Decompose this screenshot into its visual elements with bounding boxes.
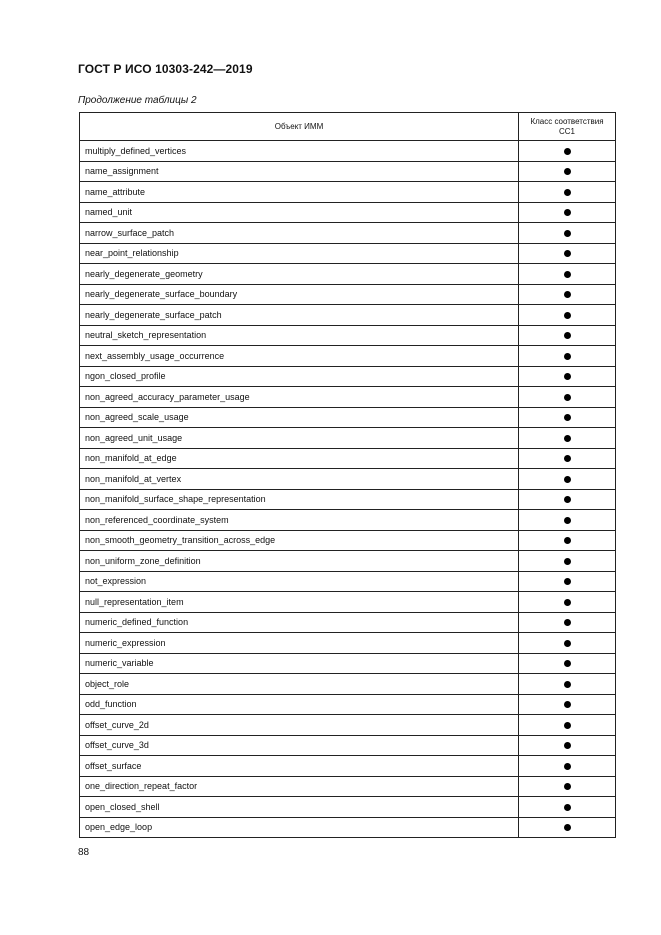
table-body	[80, 141, 616, 838]
filled-circle-icon	[564, 373, 571, 380]
table-row	[80, 551, 616, 572]
entity-name-cell: ngon_closed_profile	[80, 366, 519, 387]
table-row	[80, 387, 616, 408]
table-row	[80, 284, 616, 305]
conformance-mark-cell	[519, 633, 616, 654]
filled-circle-icon	[564, 537, 571, 544]
filled-circle-icon	[564, 640, 571, 647]
conformance-mark-cell	[519, 530, 616, 551]
entity-name-cell: non_agreed_unit_usage	[80, 428, 519, 449]
conformance-mark-cell	[519, 325, 616, 346]
column-header-class-line2: СС1	[558, 126, 575, 136]
conformance-mark-cell	[519, 735, 616, 756]
entity-name-cell: non_referenced_coordinate_system	[80, 510, 519, 531]
conformance-mark-cell	[519, 756, 616, 777]
conformance-mark-cell	[519, 182, 616, 203]
filled-circle-icon	[564, 455, 571, 462]
conformance-mark-cell	[519, 366, 616, 387]
entity-name-cell: nearly_degenerate_surface_patch	[80, 305, 519, 326]
entity-name-cell: named_unit	[80, 202, 519, 223]
table-row	[80, 141, 616, 162]
table-header-row	[80, 113, 616, 141]
filled-circle-icon	[564, 312, 571, 319]
entity-name-cell: open_closed_shell	[80, 797, 519, 818]
conformance-mark-cell	[519, 243, 616, 264]
entity-name-cell: near_point_relationship	[80, 243, 519, 264]
conformance-mark-cell	[519, 817, 616, 838]
filled-circle-icon	[564, 783, 571, 790]
filled-circle-icon	[564, 763, 571, 770]
column-header-object: Объект ИММ	[80, 113, 519, 141]
entity-name-cell: name_attribute	[80, 182, 519, 203]
entity-name-cell: non_manifold_surface_shape_representation	[80, 489, 519, 510]
column-header-class	[519, 113, 616, 141]
filled-circle-icon	[564, 353, 571, 360]
filled-circle-icon	[564, 722, 571, 729]
entity-name-cell: odd_function	[80, 694, 519, 715]
conformance-mark-cell	[519, 612, 616, 633]
conformance-mark-cell	[519, 202, 616, 223]
filled-circle-icon	[564, 476, 571, 483]
table-row	[80, 653, 616, 674]
filled-circle-icon	[564, 271, 571, 278]
table-row	[80, 633, 616, 654]
filled-circle-icon	[564, 496, 571, 503]
entity-name-cell: next_assembly_usage_occurrence	[80, 346, 519, 367]
filled-circle-icon	[564, 250, 571, 257]
entity-name-cell: non_manifold_at_edge	[80, 448, 519, 469]
table-row	[80, 694, 616, 715]
filled-circle-icon	[564, 824, 571, 831]
conformance-mark-cell	[519, 284, 616, 305]
conformance-mark-cell	[519, 448, 616, 469]
entity-name-cell: one_direction_repeat_factor	[80, 776, 519, 797]
table-row	[80, 674, 616, 695]
conformance-mark-cell	[519, 141, 616, 162]
entity-name-cell: non_manifold_at_vertex	[80, 469, 519, 490]
entity-name-cell: not_expression	[80, 571, 519, 592]
filled-circle-icon	[564, 558, 571, 565]
table-row	[80, 182, 616, 203]
entity-name-cell: offset_curve_2d	[80, 715, 519, 736]
table-row	[80, 530, 616, 551]
filled-circle-icon	[564, 599, 571, 606]
filled-circle-icon	[564, 578, 571, 585]
filled-circle-icon	[564, 189, 571, 196]
entity-name-cell: non_agreed_accuracy_parameter_usage	[80, 387, 519, 408]
filled-circle-icon	[564, 394, 571, 401]
table-row	[80, 366, 616, 387]
page-number: 88	[78, 847, 90, 858]
filled-circle-icon	[564, 701, 571, 708]
document-header: ГОСТ Р ИСО 10303-242—2019	[78, 62, 253, 76]
table-row	[80, 735, 616, 756]
entity-name-cell: non_uniform_zone_definition	[80, 551, 519, 572]
conformance-mark-cell	[519, 428, 616, 449]
entity-name-cell: narrow_surface_patch	[80, 223, 519, 244]
conformance-table	[79, 112, 616, 838]
conformance-mark-cell	[519, 653, 616, 674]
filled-circle-icon	[564, 414, 571, 421]
table-row	[80, 469, 616, 490]
table-row	[80, 489, 616, 510]
table-row	[80, 715, 616, 736]
filled-circle-icon	[564, 332, 571, 339]
table-row	[80, 264, 616, 285]
conformance-mark-cell	[519, 305, 616, 326]
conformance-mark-cell	[519, 346, 616, 367]
conformance-mark-cell	[519, 489, 616, 510]
table-row	[80, 612, 616, 633]
filled-circle-icon	[564, 148, 571, 155]
conformance-mark-cell	[519, 674, 616, 695]
conformance-mark-cell	[519, 264, 616, 285]
conformance-mark-cell	[519, 715, 616, 736]
entity-name-cell: nearly_degenerate_geometry	[80, 264, 519, 285]
table-caption: Продолжение таблицы 2	[78, 95, 197, 106]
filled-circle-icon	[564, 435, 571, 442]
table-row	[80, 428, 616, 449]
filled-circle-icon	[564, 742, 571, 749]
filled-circle-icon	[564, 209, 571, 216]
conformance-mark-cell	[519, 223, 616, 244]
conformance-mark-cell	[519, 797, 616, 818]
table-row	[80, 346, 616, 367]
entity-name-cell: non_agreed_scale_usage	[80, 407, 519, 428]
conformance-mark-cell	[519, 776, 616, 797]
entity-name-cell: numeric_expression	[80, 633, 519, 654]
table-row	[80, 243, 616, 264]
entity-name-cell: numeric_variable	[80, 653, 519, 674]
conformance-mark-cell	[519, 694, 616, 715]
table-row	[80, 305, 616, 326]
filled-circle-icon	[564, 619, 571, 626]
entity-name-cell: numeric_defined_function	[80, 612, 519, 633]
conformance-mark-cell	[519, 592, 616, 613]
table-row	[80, 797, 616, 818]
filled-circle-icon	[564, 804, 571, 811]
entity-name-cell: nearly_degenerate_surface_boundary	[80, 284, 519, 305]
filled-circle-icon	[564, 230, 571, 237]
table-row	[80, 571, 616, 592]
filled-circle-icon	[564, 168, 571, 175]
filled-circle-icon	[564, 681, 571, 688]
table-row	[80, 325, 616, 346]
entity-name-cell: neutral_sketch_representation	[80, 325, 519, 346]
entity-name-cell: name_assignment	[80, 161, 519, 182]
entity-name-cell: multiply_defined_vertices	[80, 141, 519, 162]
table-row	[80, 756, 616, 777]
table-row	[80, 448, 616, 469]
conformance-mark-cell	[519, 571, 616, 592]
conformance-mark-cell	[519, 387, 616, 408]
table-row	[80, 223, 616, 244]
table-row	[80, 776, 616, 797]
conformance-mark-cell	[519, 551, 616, 572]
conformance-mark-cell	[519, 510, 616, 531]
conformance-mark-cell	[519, 407, 616, 428]
entity-name-cell: null_representation_item	[80, 592, 519, 613]
table-row	[80, 202, 616, 223]
filled-circle-icon	[564, 291, 571, 298]
filled-circle-icon	[564, 660, 571, 667]
table-row	[80, 817, 616, 838]
table-row	[80, 161, 616, 182]
entity-name-cell: object_role	[80, 674, 519, 695]
entity-name-cell: offset_surface	[80, 756, 519, 777]
table-row	[80, 592, 616, 613]
entity-name-cell: open_edge_loop	[80, 817, 519, 838]
conformance-mark-cell	[519, 161, 616, 182]
table-row	[80, 407, 616, 428]
entity-name-cell: non_smooth_geometry_transition_across_edge	[80, 530, 519, 551]
conformance-mark-cell	[519, 469, 616, 490]
table-row	[80, 510, 616, 531]
column-header-class-line1: Класс соответствия	[530, 116, 604, 126]
filled-circle-icon	[564, 517, 571, 524]
entity-name-cell: offset_curve_3d	[80, 735, 519, 756]
